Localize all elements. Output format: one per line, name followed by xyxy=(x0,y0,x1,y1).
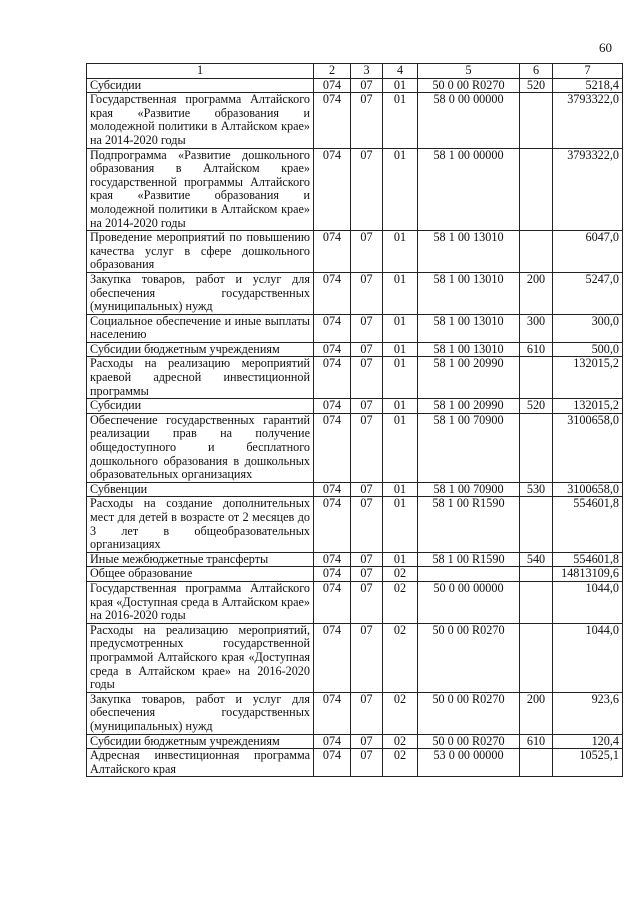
name-cell: Общее образование xyxy=(87,567,314,582)
name-cell: Расходы на создание дополнительных мест для детей в возрасте от 2 месяцев до 3 лет в общеобразовательных организациях xyxy=(87,497,314,552)
amount-cell: 300,0 xyxy=(553,314,623,342)
subsection-cell: 02 xyxy=(383,692,418,734)
name-cell: Обеспечение государственных гарантий реализации прав на получение общедоступного и бесплатного дошкольного образования в дошкольных образовательных организациях xyxy=(87,413,314,482)
subsection-cell: 01 xyxy=(383,399,418,414)
name-cell: Субсидии бюджетным учреждениям xyxy=(87,342,314,357)
type-cell: 520 xyxy=(520,399,553,414)
section-cell: 07 xyxy=(351,399,383,414)
code-cell: 074 xyxy=(314,413,351,482)
page-number: 60 xyxy=(599,40,612,55)
code-cell: 074 xyxy=(314,399,351,414)
name-cell: Государственная программа Алтайского края «Доступная среда в Алтайском крае» на 2016-2020 годы xyxy=(87,581,314,623)
article-cell: 53 0 00 00000 xyxy=(418,749,520,777)
name-cell: Государственная программа Алтайского края «Развитие образования и молодежной политики в Алтайском крае» на 2014-2020 годы xyxy=(87,93,314,148)
article-cell: 50 0 00 R0270 xyxy=(418,78,520,93)
type-cell: 530 xyxy=(520,482,553,497)
subsection-cell: 01 xyxy=(383,272,418,314)
subsection-cell: 01 xyxy=(383,231,418,273)
article-cell: 58 0 00 00000 xyxy=(418,93,520,148)
table-row xyxy=(87,93,623,148)
table-row xyxy=(87,581,623,623)
table-row xyxy=(87,399,623,414)
code-cell: 074 xyxy=(314,567,351,582)
subsection-cell: 01 xyxy=(383,497,418,552)
article-cell: 58 1 00 R1590 xyxy=(418,552,520,567)
amount-cell: 5218,4 xyxy=(553,78,623,93)
subsection-cell: 01 xyxy=(383,357,418,399)
section-cell: 07 xyxy=(351,734,383,749)
name-cell: Субсидии бюджетным учреждениям xyxy=(87,734,314,749)
code-cell: 074 xyxy=(314,272,351,314)
subsection-cell: 01 xyxy=(383,413,418,482)
name-cell: Субвенции xyxy=(87,482,314,497)
table-row xyxy=(87,272,623,314)
code-cell: 074 xyxy=(314,93,351,148)
section-cell: 07 xyxy=(351,413,383,482)
type-cell xyxy=(520,567,553,582)
type-cell: 520 xyxy=(520,78,553,93)
name-cell: Адресная инвестиционная программа Алтайского края xyxy=(87,749,314,777)
subsection-cell: 02 xyxy=(383,567,418,582)
section-cell: 07 xyxy=(351,482,383,497)
type-cell xyxy=(520,93,553,148)
code-cell: 074 xyxy=(314,78,351,93)
amount-cell: 5247,0 xyxy=(553,272,623,314)
section-cell: 07 xyxy=(351,342,383,357)
code-cell: 074 xyxy=(314,581,351,623)
table-row xyxy=(87,623,623,692)
name-cell: Закупка товаров, работ и услуг для обеспечения государственных (муниципальных) нужд xyxy=(87,272,314,314)
type-cell: 610 xyxy=(520,342,553,357)
subsection-cell: 01 xyxy=(383,314,418,342)
code-cell: 074 xyxy=(314,482,351,497)
name-cell: Социальное обеспечение и иные выплаты населению xyxy=(87,314,314,342)
type-cell: 540 xyxy=(520,552,553,567)
amount-cell: 6047,0 xyxy=(553,231,623,273)
name-cell: Проведение мероприятий по повышению качества услуг в сфере дошкольного образования xyxy=(87,231,314,273)
subsection-cell: 01 xyxy=(383,552,418,567)
amount-cell: 3100658,0 xyxy=(553,413,623,482)
subsection-cell: 01 xyxy=(383,482,418,497)
table-row xyxy=(87,314,623,342)
subsection-cell: 02 xyxy=(383,734,418,749)
section-cell: 07 xyxy=(351,93,383,148)
article-cell: 58 1 00 70900 xyxy=(418,482,520,497)
amount-cell: 14813109,6 xyxy=(553,567,623,582)
table-row xyxy=(87,734,623,749)
name-cell: Иные межбюджетные трансферты xyxy=(87,552,314,567)
type-cell xyxy=(520,413,553,482)
article-cell: 58 1 00 00000 xyxy=(418,148,520,231)
section-cell: 07 xyxy=(351,231,383,273)
type-cell xyxy=(520,749,553,777)
section-cell: 07 xyxy=(351,692,383,734)
code-cell: 074 xyxy=(314,342,351,357)
table-row xyxy=(87,497,623,552)
amount-cell: 132015,2 xyxy=(553,357,623,399)
column-header-1: 1 xyxy=(87,64,314,79)
subsection-cell: 01 xyxy=(383,78,418,93)
article-cell: 58 1 00 13010 xyxy=(418,314,520,342)
table-header-row xyxy=(87,64,623,79)
subsection-cell: 02 xyxy=(383,581,418,623)
amount-cell: 120,4 xyxy=(553,734,623,749)
code-cell: 074 xyxy=(314,231,351,273)
article-cell: 58 1 00 70900 xyxy=(418,413,520,482)
amount-cell: 10525,1 xyxy=(553,749,623,777)
table-body xyxy=(87,78,623,777)
article-cell: 50 0 00 R0270 xyxy=(418,734,520,749)
subsection-cell: 02 xyxy=(383,623,418,692)
type-cell: 200 xyxy=(520,692,553,734)
article-cell: 58 1 00 R1590 xyxy=(418,497,520,552)
type-cell xyxy=(520,623,553,692)
amount-cell: 3793322,0 xyxy=(553,93,623,148)
table-row xyxy=(87,692,623,734)
type-cell: 610 xyxy=(520,734,553,749)
budget-table xyxy=(86,63,623,777)
name-cell: Субсидии xyxy=(87,78,314,93)
section-cell: 07 xyxy=(351,148,383,231)
article-cell: 58 1 00 13010 xyxy=(418,272,520,314)
article-cell: 50 0 00 R0270 xyxy=(418,623,520,692)
section-cell: 07 xyxy=(351,78,383,93)
name-cell: Подпрограмма «Развитие дошкольного образования в Алтайском крае» государственной программы Алтайского края «Развитие образования и молодежной политики в Алтайском крае» на 2014-2020 годы xyxy=(87,148,314,231)
section-cell: 07 xyxy=(351,581,383,623)
code-cell: 074 xyxy=(314,734,351,749)
name-cell: Расходы на реализацию мероприятий, предусмотренных государственной программой Алтайского края «Доступная среда в Алтайском крае» на 2016-2020 годы xyxy=(87,623,314,692)
table-row xyxy=(87,357,623,399)
code-cell: 074 xyxy=(314,314,351,342)
type-cell xyxy=(520,581,553,623)
article-cell: 58 1 00 20990 xyxy=(418,357,520,399)
type-cell: 300 xyxy=(520,314,553,342)
column-header-4: 4 xyxy=(383,64,418,79)
table-row xyxy=(87,148,623,231)
table-row xyxy=(87,482,623,497)
article-cell: 58 1 00 13010 xyxy=(418,342,520,357)
name-cell: Субсидии xyxy=(87,399,314,414)
type-cell xyxy=(520,357,553,399)
code-cell: 074 xyxy=(314,552,351,567)
table-row xyxy=(87,552,623,567)
column-header-6: 6 xyxy=(520,64,553,79)
article-cell: 58 1 00 20990 xyxy=(418,399,520,414)
code-cell: 074 xyxy=(314,357,351,399)
subsection-cell: 02 xyxy=(383,749,418,777)
subsection-cell: 01 xyxy=(383,93,418,148)
amount-cell: 554601,8 xyxy=(553,497,623,552)
code-cell: 074 xyxy=(314,692,351,734)
table-row xyxy=(87,78,623,93)
amount-cell: 132015,2 xyxy=(553,399,623,414)
article-cell: 58 1 00 13010 xyxy=(418,231,520,273)
section-cell: 07 xyxy=(351,749,383,777)
amount-cell: 500,0 xyxy=(553,342,623,357)
article-cell: 50 0 00 R0270 xyxy=(418,692,520,734)
section-cell: 07 xyxy=(351,567,383,582)
section-cell: 07 xyxy=(351,552,383,567)
column-header-7: 7 xyxy=(553,64,623,79)
amount-cell: 554601,8 xyxy=(553,552,623,567)
column-header-3: 3 xyxy=(351,64,383,79)
name-cell: Закупка товаров, работ и услуг для обеспечения государственных (муниципальных) нужд xyxy=(87,692,314,734)
amount-cell: 1044,0 xyxy=(553,623,623,692)
amount-cell: 3793322,0 xyxy=(553,148,623,231)
code-cell: 074 xyxy=(314,497,351,552)
table-row xyxy=(87,567,623,582)
type-cell: 200 xyxy=(520,272,553,314)
subsection-cell: 01 xyxy=(383,148,418,231)
code-cell: 074 xyxy=(314,148,351,231)
column-header-2: 2 xyxy=(314,64,351,79)
type-cell xyxy=(520,497,553,552)
code-cell: 074 xyxy=(314,749,351,777)
section-cell: 07 xyxy=(351,272,383,314)
subsection-cell: 01 xyxy=(383,342,418,357)
section-cell: 07 xyxy=(351,314,383,342)
type-cell xyxy=(520,231,553,273)
type-cell xyxy=(520,148,553,231)
section-cell: 07 xyxy=(351,497,383,552)
table-row xyxy=(87,413,623,482)
amount-cell: 923,6 xyxy=(553,692,623,734)
section-cell: 07 xyxy=(351,623,383,692)
article-cell xyxy=(418,567,520,582)
table-row xyxy=(87,342,623,357)
amount-cell: 3100658,0 xyxy=(553,482,623,497)
amount-cell: 1044,0 xyxy=(553,581,623,623)
table-row xyxy=(87,749,623,777)
name-cell: Расходы на реализацию мероприятий краевой адресной инвестиционной программы xyxy=(87,357,314,399)
column-header-5: 5 xyxy=(418,64,520,79)
article-cell: 50 0 00 00000 xyxy=(418,581,520,623)
code-cell: 074 xyxy=(314,623,351,692)
section-cell: 07 xyxy=(351,357,383,399)
table-row xyxy=(87,231,623,273)
